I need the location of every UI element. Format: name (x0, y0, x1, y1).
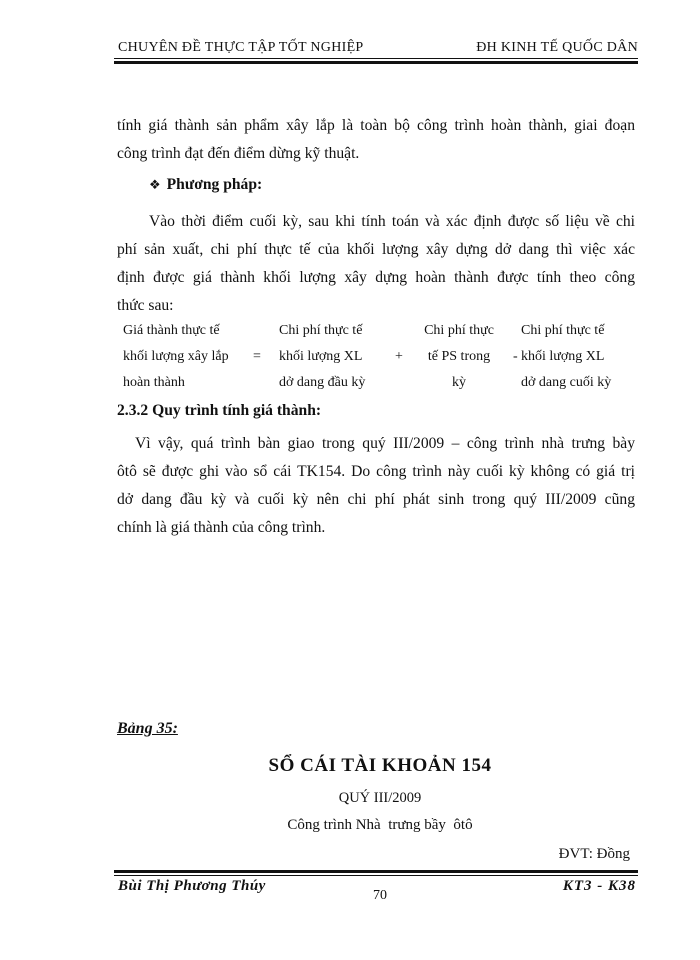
page-number: 70 (373, 888, 387, 903)
table-label: Bảng 35: (117, 720, 178, 737)
section-line: Vì vậy, quá trình bàn giao trong quý III/2009 – công trình nhà trưng bày (135, 435, 635, 452)
method-line: định được giá thành khối lượng xây dựng hoàn thành được tính theo công (117, 269, 635, 286)
method-line: thức sau: (117, 297, 174, 314)
header-right: ĐH KINH TẾ QUỐC DÂN (476, 40, 638, 55)
ledger-project: Công trình Nhà trưng bầy ôtô (287, 817, 473, 833)
formula-term-1: Giá thành thực tế khối lượng xây lắp hoàn thành (123, 323, 229, 390)
formula-term-4: Chi phí thực tế khối lượng XL dở dang cuối kỳ (521, 323, 612, 390)
diamond-bullet-icon: ❖ (149, 178, 161, 193)
section-line: dở dang đầu kỳ và cuối kỳ nên chi phí phát sinh trong quý III/2009 cũng (117, 491, 635, 508)
ledger-unit: ĐVT: Đồng (558, 846, 630, 862)
ledger-quarter: QUÝ III/2009 (338, 790, 422, 806)
method-heading-text: Phương pháp: (166, 176, 263, 193)
method-line: Vào thời điểm cuối kỳ, sau khi tính toán và xác định được số liệu về chi (149, 213, 635, 230)
formula-equals: = (253, 349, 261, 364)
method-heading (149, 176, 262, 194)
method-paragraph (117, 208, 635, 320)
section-line: chính là giá thành của công trình. (117, 519, 326, 536)
section-line: ôtô sẽ được ghi vào sổ cái TK154. Do công trình này cuối kỳ không có giá trị (117, 463, 635, 480)
intro-line: tính giá thành sản phẩm xây lắp là toàn bộ công trình hoàn thành, giai đoạn (117, 117, 635, 134)
footer-rule-thin (114, 875, 638, 876)
formula-plus: + (395, 349, 403, 364)
formula-term-2: Chi phí thực tế khối lượng XL dở dang đầu kỳ (279, 323, 366, 390)
footer-author: Bùi Thị Phương Thúy (118, 878, 266, 894)
footer-rule-thick (114, 870, 638, 873)
method-line: phí sản xuất, chi phí thực tế của khối lượng xây dựng dở dang thì việc xác (117, 241, 635, 258)
intro-paragraph (117, 112, 635, 168)
intro-line: công trình đạt đến điểm dừng kỹ thuật. (117, 145, 360, 162)
formula-minus: - (513, 349, 518, 364)
ledger-title: SỔ CÁI TÀI KHOẢN 154 (268, 755, 492, 776)
section-paragraph (117, 430, 635, 542)
formula-term-3: Chi phí thực tế PS trong kỳ (424, 323, 494, 390)
section-heading: 2.3.2 Quy trình tính giá thành: (117, 402, 322, 419)
header-rule-thick (114, 61, 638, 64)
header-left: CHUYÊN ĐỀ THỰC TẬP TỐT NGHIỆP (118, 40, 364, 55)
header-rule-thin (114, 58, 638, 59)
footer-class: KT3 - K38 (562, 878, 636, 894)
